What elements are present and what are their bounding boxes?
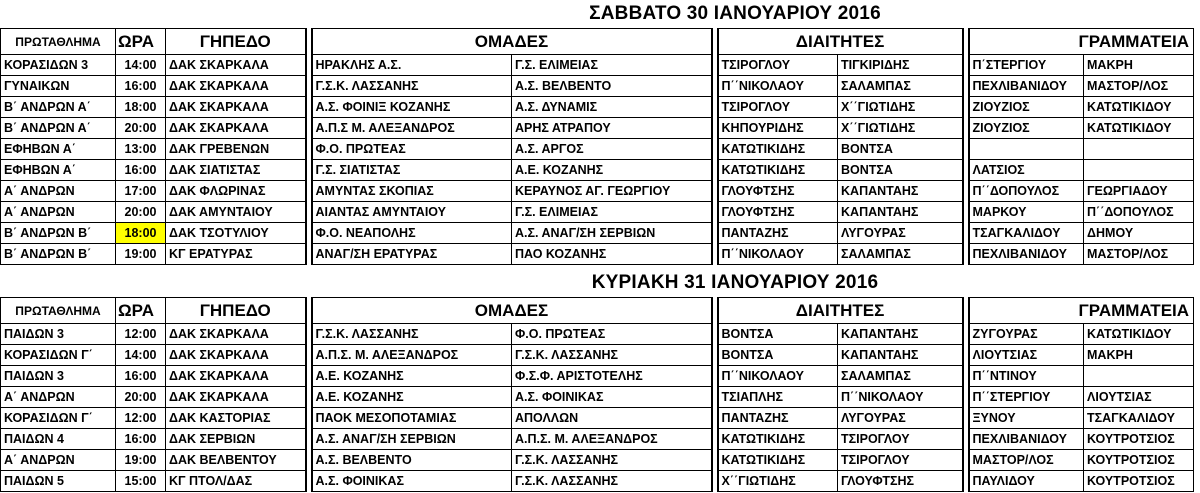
cell-venue: ΔΑΚ ΣΚΑΡΚΑΛΑ: [166, 118, 306, 139]
cell-sec1: ΖΙΟΥΖΙΟΣ: [969, 97, 1084, 118]
cell-time: 16:00: [116, 160, 166, 181]
cell-time: 19:00: [116, 450, 166, 471]
cell-home: ΑΙΑΝΤΑΣ ΑΜΥΝΤΑΙΟΥ: [312, 202, 512, 223]
cell-ref1: ΠΑΝΤΑΖΗΣ: [718, 223, 838, 244]
cell-time: 17:00: [116, 181, 166, 202]
cell-home: Α.Σ. ΦΟΙΝΙΚΑΣ: [312, 471, 512, 492]
cell-home: ΑΝΑΓ/ΣΗ ΕΡΑΤΥΡΑΣ: [312, 244, 512, 265]
cell-ref1: ΤΣΙΑΠΛΗΣ: [718, 387, 838, 408]
cell-venue: ΔΑΚ ΣΚΑΡΚΑΛΑ: [166, 97, 306, 118]
cell-away: Γ.Σ.Κ. ΛΑΣΣΑΝΗΣ: [512, 450, 712, 471]
cell-ref2: ΛΥΓΟΥΡΑΣ: [838, 223, 963, 244]
table-row: [1, 202, 1194, 223]
table-row: [1, 387, 1194, 408]
cell-sec2: ΚΟΥΤΡΟΤΣΙΟΣ: [1084, 450, 1194, 471]
cell-sec1: ΤΣΑΓΚΑΛΙΔΟΥ: [969, 223, 1084, 244]
cell-venue: ΔΑΚ ΑΜΥΝΤΑΙΟΥ: [166, 202, 306, 223]
cell-ref2: Π΄΄ΝΙΚΟΛΑΟΥ: [838, 387, 963, 408]
cell-away: ΠΑΟ ΚΟΖΑΝΗΣ: [512, 244, 712, 265]
cell-venue: ΔΑΚ ΣΚΑΡΚΑΛΑ: [166, 345, 306, 366]
saturday-schedule-table: [0, 28, 1194, 265]
cell-venue: ΔΑΚ ΣΚΑΡΚΑΛΑ: [166, 55, 306, 76]
cell-home: ΠΑΟΚ ΜΕΣΟΠΟΤΑΜΙΑΣ: [312, 408, 512, 429]
header-referees: ΔΙΑΙΤΗΤΕΣ: [718, 29, 963, 55]
cell-away: Α.Σ. ΒΕΛΒΕΝΤΟ: [512, 76, 712, 97]
cell-time: 14:00: [116, 345, 166, 366]
cell-away: Φ.Ο. ΠΡΩΤΕΑΣ: [512, 324, 712, 345]
saturday-title: [0, 2, 1200, 26]
cell-sec2: ΚΟΥΤΡΟΤΣΙΟΣ: [1084, 429, 1194, 450]
cell-home: Α.Σ. ΑΝΑΓ/ΣΗ ΣΕΡΒΙΩΝ: [312, 429, 512, 450]
table-row: [1, 160, 1194, 181]
cell-away: Γ.Σ. ΕΛΙΜΕΙΑΣ: [512, 55, 712, 76]
cell-away: ΚΕΡΑΥΝΟΣ ΑΓ. ΓΕΩΡΓΙΟΥ: [512, 181, 712, 202]
cell-home: Α.Π.Σ. Μ. ΑΛΕΞΑΝΔΡΟΣ: [312, 345, 512, 366]
cell-time: 12:00: [116, 324, 166, 345]
cell-ref1: ΓΛΟΥΦΤΣΗΣ: [718, 181, 838, 202]
table-row: [1, 408, 1194, 429]
cell-ref1: Χ΄΄ΓΙΩΤΙΔΗΣ: [718, 471, 838, 492]
cell-sec2: ΜΑΚΡΗ: [1084, 345, 1194, 366]
cell-time: 16:00: [116, 76, 166, 97]
cell-champ: Β΄ ΑΝΔΡΩΝ Α΄: [1, 118, 116, 139]
cell-champ: ΕΦΗΒΩΝ Α΄: [1, 139, 116, 160]
table-row: [1, 76, 1194, 97]
header-teams: ΟΜΑΔΕΣ: [312, 29, 712, 55]
table-row: [1, 366, 1194, 387]
cell-ref2: ΓΛΟΥΦΤΣΗΣ: [838, 471, 963, 492]
cell-champ: Α΄ ΑΝΔΡΩΝ: [1, 387, 116, 408]
cell-ref1: Π΄΄ΝΙΚΟΛΑΟΥ: [718, 244, 838, 265]
cell-champ: Α΄ ΑΝΔΡΩΝ: [1, 450, 116, 471]
cell-ref2: ΤΣΙΡΟΓΛΟΥ: [838, 450, 963, 471]
cell-venue: ΔΑΚ ΚΑΣΤΟΡΙΑΣ: [166, 408, 306, 429]
cell-away: Α.Σ. ΑΝΑΓ/ΣΗ ΣΕΡΒΙΩΝ: [512, 223, 712, 244]
cell-ref2: ΚΑΠΑΝΤΑΗΣ: [838, 324, 963, 345]
cell-ref1: ΚΑΤΩΤΙΚΙΔΗΣ: [718, 139, 838, 160]
cell-ref2: Χ΄΄ΓΙΩΤΙΔΗΣ: [838, 118, 963, 139]
cell-venue: ΔΑΚ ΣΚΑΡΚΑΛΑ: [166, 387, 306, 408]
cell-away: Φ.Σ.Φ. ΑΡΙΣΤΟΤΕΛΗΣ: [512, 366, 712, 387]
cell-venue: ΔΑΚ ΤΣΟΤΥΛΙΟΥ: [166, 223, 306, 244]
cell-champ: Β΄ ΑΝΔΡΩΝ Α΄: [1, 97, 116, 118]
cell-home: Φ.Ο. ΠΡΩΤΕΑΣ: [312, 139, 512, 160]
header-secretaries: ΓΡΑΜΜΑΤΕΙΑ: [969, 29, 1194, 55]
cell-venue: ΔΑΚ ΒΕΛΒΕΝΤΟΥ: [166, 450, 306, 471]
cell-champ: ΠΑΙΔΩΝ 4: [1, 429, 116, 450]
cell-ref2: ΤΙΓΚΙΡΙΔΗΣ: [838, 55, 963, 76]
cell-ref2: ΣΑΛΑΜΠΑΣ: [838, 366, 963, 387]
cell-sec1: Π΄΄ΝΤΙΝΟΥ: [969, 366, 1084, 387]
cell-home: ΗΡΑΚΛΗΣ Α.Σ.: [312, 55, 512, 76]
cell-ref2: ΒΟΝΤΣΑ: [838, 160, 963, 181]
table-row: [1, 139, 1194, 160]
cell-sec1: Π΄ΣΤΕΡΓΙΟΥ: [969, 55, 1084, 76]
cell-ref1: ΤΣΙΡΟΓΛΟΥ: [718, 55, 838, 76]
cell-time: 13:00: [116, 139, 166, 160]
cell-ref1: ΒΟΝΤΣΑ: [718, 324, 838, 345]
cell-venue: ΚΓ ΕΡΑΤΥΡΑΣ: [166, 244, 306, 265]
cell-ref1: ΤΣΙΡΟΓΛΟΥ: [718, 97, 838, 118]
cell-venue: ΔΑΚ ΦΛΩΡΙΝΑΣ: [166, 181, 306, 202]
cell-ref2: ΚΑΠΑΝΤΑΗΣ: [838, 202, 963, 223]
cell-away: Α.Σ. ΦΟΙΝΙΚΑΣ: [512, 387, 712, 408]
header-championship: ΠΡΩΤΑΘΛΗΜΑ: [1, 29, 116, 55]
cell-sec1: ΠΑΥΛΙΔΟΥ: [969, 471, 1084, 492]
cell-champ: ΓΥΝΑΙΚΩΝ: [1, 76, 116, 97]
cell-sec1: ΠΕΧΛΙΒΑΝΙΔΟΥ: [969, 429, 1084, 450]
cell-ref1: ΒΟΝΤΣΑ: [718, 345, 838, 366]
header-time: ΩΡΑ: [116, 29, 166, 55]
cell-sec1: Π΄΄ΔΟΠΟΥΛΟΣ: [969, 181, 1084, 202]
cell-champ: ΕΦΗΒΩΝ Α΄: [1, 160, 116, 181]
cell-away: Α.Σ. ΔΥΝΑΜΙΣ: [512, 97, 712, 118]
cell-champ: ΚΟΡΑΣΙΔΩΝ 3: [1, 55, 116, 76]
header-row: [1, 298, 1194, 324]
cell-ref2: Χ΄΄ΓΙΩΤΙΔΗΣ: [838, 97, 963, 118]
cell-away: Γ.Σ.Κ. ΛΑΣΣΑΝΗΣ: [512, 471, 712, 492]
cell-ref1: ΚΑΤΩΤΙΚΙΔΗΣ: [718, 160, 838, 181]
table-row: [1, 223, 1194, 244]
cell-champ: ΠΑΙΔΩΝ 3: [1, 366, 116, 387]
cell-ref1: ΚΑΤΩΤΙΚΙΔΗΣ: [718, 429, 838, 450]
cell-away: Γ.Σ.Κ. ΛΑΣΣΑΝΗΣ: [512, 345, 712, 366]
table-row: [1, 450, 1194, 471]
cell-away: ΑΠΟΛΛΩΝ: [512, 408, 712, 429]
day-title-text: ΚΥΡΙΑΚΗ 31 ΙΑΝΟΥΑΡΙΟΥ 2016: [591, 272, 879, 293]
cell-venue: ΔΑΚ ΣΚΑΡΚΑΛΑ: [166, 324, 306, 345]
cell-ref1: Π΄΄ΝΙΚΟΛΑΟΥ: [718, 76, 838, 97]
cell-sec1: ΖΥΓΟΥΡΑΣ: [969, 324, 1084, 345]
sunday-schedule-table: [0, 297, 1194, 492]
cell-ref1: Π΄΄ΝΙΚΟΛΑΟΥ: [718, 366, 838, 387]
cell-home: Α.Σ. ΒΕΛΒΕΝΤΟ: [312, 450, 512, 471]
cell-sec2: ΛΙΟΥΤΣΙΑΣ: [1084, 387, 1194, 408]
cell-champ: Β΄ ΑΝΔΡΩΝ Β΄: [1, 244, 116, 265]
cell-ref2: ΛΥΓΟΥΡΑΣ: [838, 408, 963, 429]
cell-sec2: Π΄΄ΔΟΠΟΥΛΟΣ: [1084, 202, 1194, 223]
cell-home: Α.Π.Σ Μ. ΑΛΕΞΑΝΔΡΟΣ: [312, 118, 512, 139]
table-row: [1, 118, 1194, 139]
cell-away: Γ.Σ. ΕΛΙΜΕΙΑΣ: [512, 202, 712, 223]
cell-time: 18:00: [116, 97, 166, 118]
cell-sec1: ΜΑΡΚΟΥ: [969, 202, 1084, 223]
cell-ref2: ΒΟΝΤΣΑ: [838, 139, 963, 160]
header-referees: ΔΙΑΙΤΗΤΕΣ: [718, 298, 963, 324]
cell-away: ΑΡΗΣ ΑΤΡΑΠΟΥ: [512, 118, 712, 139]
cell-home: Φ.Ο. ΝΕΑΠΟΛΗΣ: [312, 223, 512, 244]
cell-away: Α.Σ. ΑΡΓΟΣ: [512, 139, 712, 160]
cell-ref2: ΚΑΠΑΝΤΑΗΣ: [838, 345, 963, 366]
cell-sec1: [969, 139, 1084, 160]
table-row: [1, 429, 1194, 450]
cell-time: 15:00: [116, 471, 166, 492]
cell-champ: Α΄ ΑΝΔΡΩΝ: [1, 202, 116, 223]
cell-sec2: ΚΑΤΩΤΙΚΙΔΟΥ: [1084, 118, 1194, 139]
cell-sec2: [1084, 160, 1194, 181]
cell-sec2: [1084, 139, 1194, 160]
cell-sec2: ΜΑΣΤΟΡ/ΛΟΣ: [1084, 244, 1194, 265]
cell-sec1: ΛΙΟΥΤΣΙΑΣ: [969, 345, 1084, 366]
cell-champ: Α΄ ΑΝΔΡΩΝ: [1, 181, 116, 202]
cell-venue: ΔΑΚ ΣΕΡΒΙΩΝ: [166, 429, 306, 450]
cell-away: Α.Ε. ΚΟΖΑΝΗΣ: [512, 160, 712, 181]
table-row: [1, 471, 1194, 492]
cell-time: 20:00: [116, 387, 166, 408]
cell-sec2: ΚΟΥΤΡΟΤΣΙΟΣ: [1084, 471, 1194, 492]
cell-ref1: ΓΛΟΥΦΤΣΗΣ: [718, 202, 838, 223]
cell-sec1: ΠΕΧΛΙΒΑΝΙΔΟΥ: [969, 76, 1084, 97]
cell-ref1: ΚΑΤΩΤΙΚΙΔΗΣ: [718, 450, 838, 471]
cell-time: 14:00: [116, 55, 166, 76]
cell-ref2: ΣΑΛΑΜΠΑΣ: [838, 244, 963, 265]
cell-sec2: ΤΣΑΓΚΑΛΙΔΟΥ: [1084, 408, 1194, 429]
cell-sec1: Π΄΄ΣΤΕΡΓΙΟΥ: [969, 387, 1084, 408]
cell-venue: ΔΑΚ ΣΚΑΡΚΑΛΑ: [166, 366, 306, 387]
header-venue: ΓΗΠΕΔΟ: [166, 298, 306, 324]
header-row: [1, 29, 1194, 55]
cell-time: 16:00: [116, 366, 166, 387]
cell-champ: ΠΑΙΔΩΝ 5: [1, 471, 116, 492]
cell-ref2: ΤΣΙΡΟΓΛΟΥ: [838, 429, 963, 450]
table-row: [1, 324, 1194, 345]
cell-sec2: ΓΕΩΡΓΙΑΔΟΥ: [1084, 181, 1194, 202]
cell-home: Α.Ε. ΚΟΖΑΝΗΣ: [312, 387, 512, 408]
table-row: [1, 55, 1194, 76]
cell-champ: Β΄ ΑΝΔΡΩΝ Β΄: [1, 223, 116, 244]
cell-home: Α.Ε. ΚΟΖΑΝΗΣ: [312, 366, 512, 387]
header-championship: ΠΡΩΤΑΘΛΗΜΑ: [1, 298, 116, 324]
cell-ref1: ΠΑΝΤΑΖΗΣ: [718, 408, 838, 429]
sunday-title: [0, 271, 1200, 295]
cell-home: ΑΜΥΝΤΑΣ ΣΚΟΠΙΑΣ: [312, 181, 512, 202]
cell-time: 18:00: [116, 223, 166, 244]
cell-home: Α.Σ. ΦΟΙΝΙΞ ΚΟΖΑΝΗΣ: [312, 97, 512, 118]
cell-sec2: ΚΑΤΩΤΙΚΙΔΟΥ: [1084, 97, 1194, 118]
cell-sec1: ΞΥΝΟΥ: [969, 408, 1084, 429]
cell-away: Α.Π.Σ. Μ. ΑΛΕΞΑΝΔΡΟΣ: [512, 429, 712, 450]
table-row: [1, 345, 1194, 366]
cell-champ: ΚΟΡΑΣΙΔΩΝ Γ΄: [1, 345, 116, 366]
cell-time: 12:00: [116, 408, 166, 429]
table-row: [1, 244, 1194, 265]
cell-ref2: ΚΑΠΑΝΤΑΗΣ: [838, 181, 963, 202]
header-secretaries: ΓΡΑΜΜΑΤΕΙΑ: [969, 298, 1194, 324]
cell-home: Γ.Σ.Κ. ΛΑΣΣΑΝΗΣ: [312, 324, 512, 345]
cell-home: Γ.Σ. ΣΙΑΤΙΣΤΑΣ: [312, 160, 512, 181]
cell-time: 16:00: [116, 429, 166, 450]
cell-time: 20:00: [116, 202, 166, 223]
cell-venue: ΔΑΚ ΓΡΕΒΕΝΩΝ: [166, 139, 306, 160]
header-time: ΩΡΑ: [116, 298, 166, 324]
cell-sec1: ΖΙΟΥΖΙΟΣ: [969, 118, 1084, 139]
cell-home: Γ.Σ.Κ. ΛΑΣΣΑΝΗΣ: [312, 76, 512, 97]
cell-time: 19:00: [116, 244, 166, 265]
cell-venue: ΔΑΚ ΣΚΑΡΚΑΛΑ: [166, 76, 306, 97]
cell-ref1: ΚΗΠΟΥΡΙΔΗΣ: [718, 118, 838, 139]
table-row: [1, 97, 1194, 118]
header-teams: ΟΜΑΔΕΣ: [312, 298, 712, 324]
cell-sec2: [1084, 366, 1194, 387]
day-title-text: ΣΑΒΒΑΤΟ 30 ΙΑΝΟΥΑΡΙΟΥ 2016: [589, 3, 881, 24]
cell-ref2: ΣΑΛΑΜΠΑΣ: [838, 76, 963, 97]
cell-sec2: ΚΑΤΩΤΙΚΙΔΟΥ: [1084, 324, 1194, 345]
cell-sec2: ΜΑΣΤΟΡ/ΛΟΣ: [1084, 76, 1194, 97]
cell-sec1: ΜΑΣΤΟΡ/ΛΟΣ: [969, 450, 1084, 471]
cell-venue: ΚΓ ΠΤΟΛ/ΔΑΣ: [166, 471, 306, 492]
cell-champ: ΚΟΡΑΣΙΔΩΝ Γ΄: [1, 408, 116, 429]
cell-time: 20:00: [116, 118, 166, 139]
cell-champ: ΠΑΙΔΩΝ 3: [1, 324, 116, 345]
cell-sec2: ΜΑΚΡΗ: [1084, 55, 1194, 76]
cell-sec1: ΛΑΤΣΙΟΣ: [969, 160, 1084, 181]
cell-venue: ΔΑΚ ΣΙΑΤΙΣΤΑΣ: [166, 160, 306, 181]
table-row: [1, 181, 1194, 202]
cell-sec1: ΠΕΧΛΙΒΑΝΙΔΟΥ: [969, 244, 1084, 265]
cell-sec2: ΔΗΜΟΥ: [1084, 223, 1194, 244]
header-venue: ΓΗΠΕΔΟ: [166, 29, 306, 55]
